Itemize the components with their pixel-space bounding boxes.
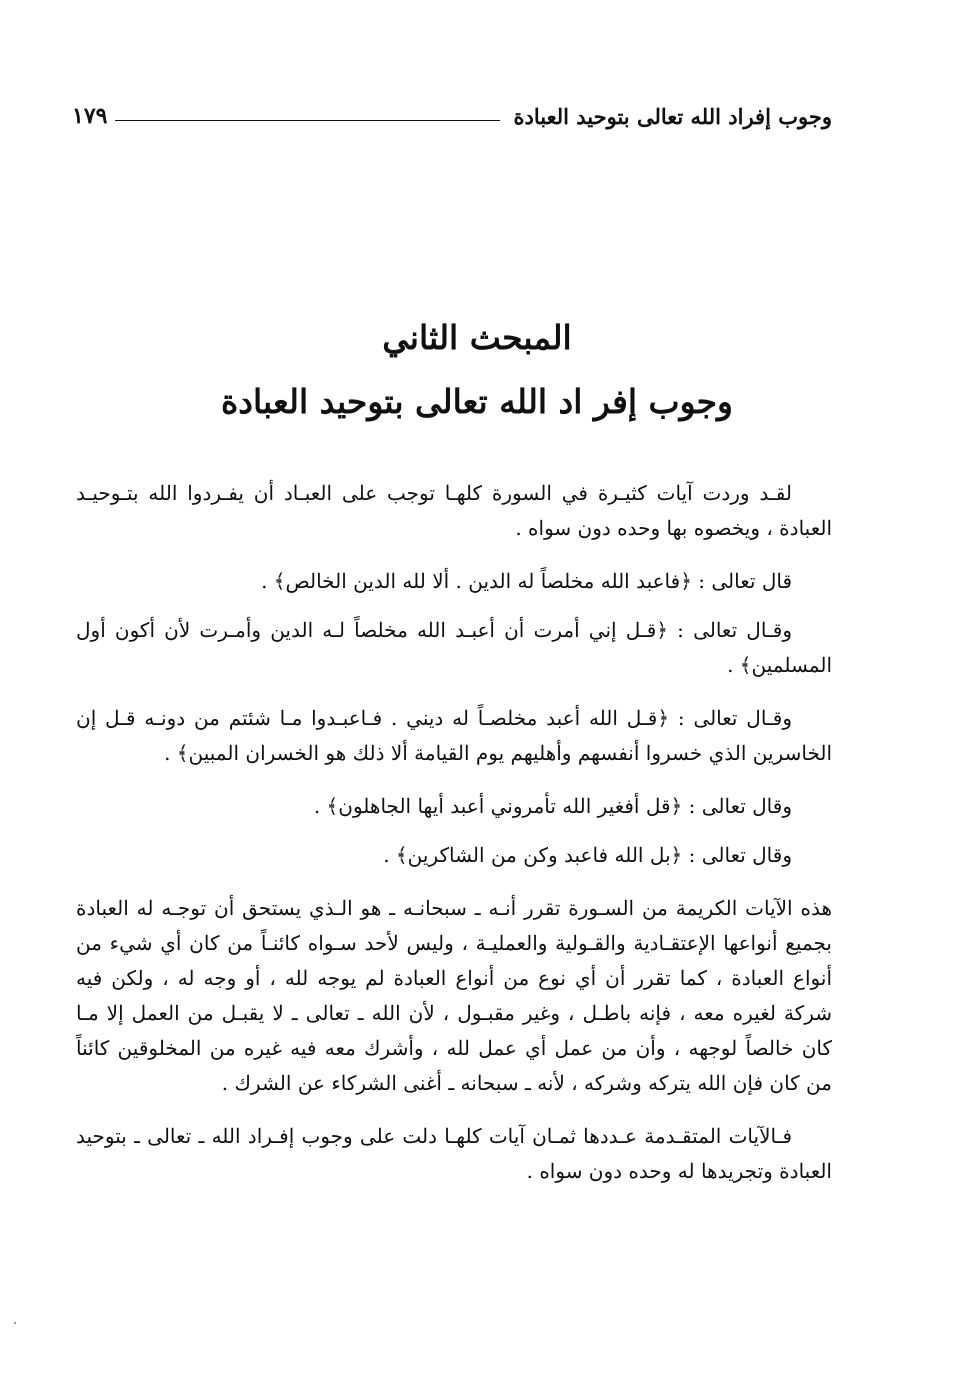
paragraph-commentary: هذه الآيات الكريمة من السـورة تقرر أنـه ـ سبحانـه ـ هو الـذي يستحق أن توجـه له العبادة بجميع أنواعها الإعتقـادية والقـولية والعمليـة ، وليس لأحد سـواه كائنـاً من كان أي شيء من أنواع العبادة ، كما تقرر أن أي نوع من أنواع العبادة لم يوجه لله ، أو وجه له ، ولكن فيه شركة لغيره معه ، فإنه باطـل ، وغير مقبـول ، لأن الله ـ تعالى ـ لا يقبـل من العمل إلا مـا كان خالصاً لوجهه ، وأن من عمل أي عمل لله ، وأشرك معه فيه غيره من المخلوقين كائناً من كان فإن الله يتركه وشركه ، لأنه ـ سبحانه ـ أغنى الشركاء عن الشرك . — [76, 896, 832, 1095]
body-text — [76, 476, 832, 1207]
section-title: وجوب إفر اد الله تعالى بتوحيد العبادة — [221, 382, 733, 421]
paragraph-verse-4: وقال تعالى : ﴿قل أفغير الله تأمروني أعبد أيها الجاهلون﴾ . — [313, 794, 792, 818]
page-number: ١٧٩ — [72, 103, 108, 129]
paragraph-verse-2: وقـال تعالى : ﴿قـل إني أمرت أن أعبـد الله مخلصاً لـه الدين وأمـرت لأن أكون أول المسلمين﴾ . — [76, 618, 832, 677]
paragraph-conclusion: فـالآيات المتقـدمة عـددها ثمـان آيات كلهـا دلت على وجوب إفـراد الله ـ تعالى ـ بتوحيد العبادة وتجريدها له وحده دون سواه . — [76, 1124, 832, 1183]
header-rule — [115, 120, 499, 121]
paragraph-verse-3: وقـال تعالى : ﴿قـل الله أعبد مخلصـاً له ديني . فـاعبـدوا مـا شئتم من دونـه قـل إن الخاسرين الذي خسروا أنفسهم وأهليهم يوم القيامة ألا ذلك هو الخسران المبين﴾ . — [76, 706, 832, 765]
scan-speck — [14, 1322, 16, 1324]
paragraph-intro: لقـد وردت آيات كثيـرة في السورة كلهـا توجب على العبـاد أن يفـردوا الله بتـوحيـد العبادة ، ويخصوه بها وحده دون سواه . — [76, 481, 832, 540]
section-heading: المبحث الثاني — [382, 318, 572, 357]
paragraph-verse-1: قال تعالى : ﴿فاعبد الله مخلصاً له الدين . ألا لله الدين الخالص﴾ . — [261, 569, 792, 593]
paragraph-verse-5: وقال تعالى : ﴿بل الله فاعبد وكن من الشاكرين﴾ . — [383, 843, 792, 867]
running-header — [72, 96, 832, 136]
running-title: وجوب إفراد الله تعالى بتوحيد العبادة — [513, 103, 832, 129]
